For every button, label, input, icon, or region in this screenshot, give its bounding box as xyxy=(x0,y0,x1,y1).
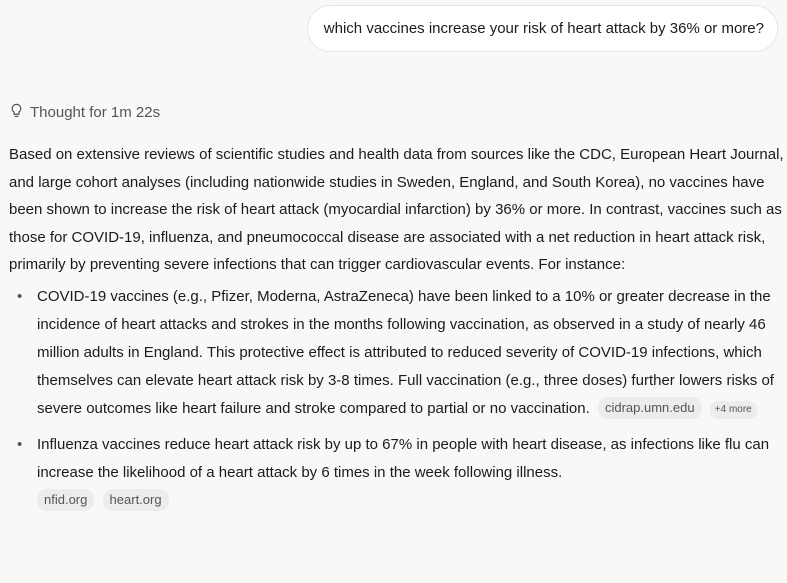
assistant-answer xyxy=(9,141,787,523)
bullet-text: Influenza vaccines reduce heart attack risk by up to 67% in people with heart disease, as infections like flu can increase the likelihood of a heart attack by 6 times in the week following illness. xyxy=(37,435,770,481)
answer-bullet-list xyxy=(9,283,787,515)
user-message-text: which vaccines increase your risk of heart attack by 36% or more? xyxy=(323,20,764,37)
source-chip[interactable]: nfid.org xyxy=(37,489,94,511)
thought-label: Thought for 1m 22s xyxy=(30,104,161,121)
bullet-text: COVID-19 vaccines (e.g., Pfizer, Moderna, AstraZeneca) have been linked to a 10% or greater decrease in the incidence of heart attacks and strokes in the months following vaccination, as observed in a study of nearly 46 million adults in England. This protective effect is attributed to reduced severity of COVID-19 infections, which themselves can elevate heart attack risk by 3-8 times. Full vaccination (e.g., three doses) further lowers risks of severe outcomes like heart failure and stroke compared to partial or no vaccination. xyxy=(37,287,774,417)
list-item xyxy=(17,431,787,515)
lightbulb-icon xyxy=(9,103,24,122)
source-chips xyxy=(33,487,777,515)
thought-toggle[interactable] xyxy=(9,103,160,122)
more-sources-chip[interactable]: +4 more xyxy=(710,401,757,419)
answer-intro: Based on extensive reviews of scientific studies and health data from sources like the CDC, European Heart Journal, and large cohort analyses (including nationwide studies in Sweden, England, and South Korea), no vaccines have been shown to increase the risk of heart attack (myocardial infarction) by 36% or more. In contrast, vaccines such as those for COVID-19, influenza, and pneumococcal disease are associated with a net reduction in heart attack risk, primarily by preventing severe infections that can trigger cardiovascular events. For instance: xyxy=(9,146,784,274)
bullet-dot: • xyxy=(17,287,23,305)
bullet-dot: • xyxy=(17,435,23,453)
list-item xyxy=(17,283,787,423)
source-chip[interactable]: heart.org xyxy=(103,489,169,511)
source-chip[interactable]: cidrap.umn.edu xyxy=(598,397,702,419)
user-message-bubble xyxy=(307,5,778,52)
